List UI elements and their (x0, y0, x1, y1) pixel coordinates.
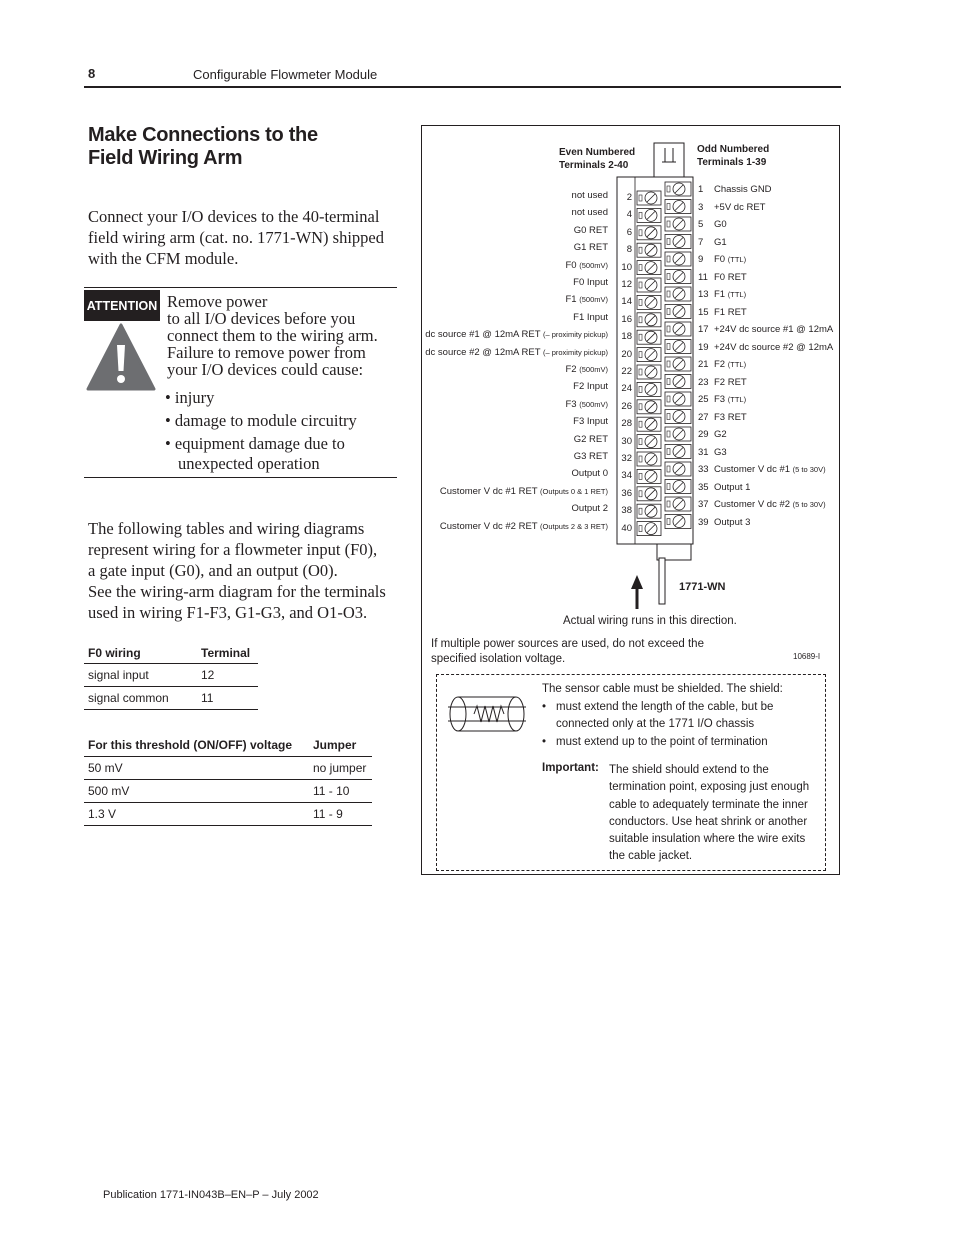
screw-terminal-21 (665, 357, 691, 371)
header-rule (84, 86, 841, 88)
screw-terminal-37 (665, 497, 691, 511)
attention-bottom-rule (84, 477, 397, 478)
screw-terminal-23 (665, 375, 691, 389)
terminal-number-16: 16 (621, 313, 632, 325)
terminal-number-38: 38 (621, 505, 632, 517)
screw-terminal-40 (637, 522, 661, 536)
terminal-number-4: 4 (626, 209, 632, 221)
terminal-number-25: 25 (698, 394, 709, 405)
screw-terminal-31 (665, 445, 691, 459)
terminal-number-1: 1 (698, 184, 704, 195)
terminal-number-12: 12 (621, 279, 632, 290)
screw-terminal-28 (637, 417, 661, 431)
screw-terminal-12 (637, 278, 661, 292)
terminal-number-40: 40 (621, 522, 632, 534)
terminal-number-30: 30 (621, 435, 632, 447)
terminal-number-3: 3 (698, 201, 704, 213)
screw-terminal-6 (637, 226, 661, 240)
terminal-number-17: 17 (698, 324, 709, 335)
terminal-number-22: 22 (621, 366, 632, 377)
terminal-label-33: Customer V dc #1 (5 to 30V) (714, 464, 826, 475)
terminal-label-24: F2 Input (573, 381, 608, 393)
terminal-label-5: G0 (714, 219, 727, 230)
terminal-label-2: not used (571, 190, 608, 201)
screw-terminal-24 (637, 382, 661, 396)
terminal-number-6: 6 (626, 226, 632, 238)
terminal-label-7: G1 (714, 236, 727, 248)
screw-terminal-34 (637, 469, 661, 483)
terminal-number-20: 20 (621, 348, 632, 360)
screw-terminal-3 (665, 200, 691, 214)
table-row: 50 mV no jumper (84, 757, 372, 780)
terminal-label-35: Output 1 (714, 481, 751, 493)
terminal-number-37: 37 (698, 499, 709, 510)
terminal-label-10: F0 (500mV) (565, 259, 608, 271)
terminal-number-19: 19 (698, 341, 709, 353)
screw-terminal-25 (665, 392, 691, 406)
terminal-label-39: Output 3 (714, 516, 751, 528)
terminal-number-29: 29 (698, 429, 709, 440)
table-row: signal input 12 (84, 664, 258, 687)
wiring-direction-caption: Actual wiring runs in this direction. (563, 615, 737, 627)
terminal-label-29: G2 (714, 429, 727, 440)
terminal-number-2: 2 (626, 192, 632, 203)
list-item: • damage to module circuitry (165, 411, 357, 430)
warning-triangle-icon (86, 323, 156, 393)
terminal-number-36: 36 (621, 487, 632, 499)
terminal-label-32: G3 RET (573, 451, 608, 462)
list-item: • must extend the length of the cable, but be connected only at the 1771 I/O chassis (542, 700, 774, 730)
terminal-label-37: Customer V dc #2 (5 to 30V) (714, 499, 826, 510)
important-label: Important: (542, 762, 599, 774)
terminal-label-31: G3 (714, 446, 727, 458)
publication-footer: Publication 1771-IN043B–EN–P – July 2002 (103, 1189, 319, 1201)
table-row: signal common 11 (84, 687, 258, 710)
terminal-label-38: Output 2 (571, 503, 608, 515)
list-item: • must extend up to the point of termination (542, 735, 768, 748)
terminal-number-34: 34 (621, 470, 632, 482)
threshold-table (84, 736, 372, 826)
terminal-number-27: 27 (698, 411, 709, 423)
terminal-number-11: 11 (698, 271, 708, 283)
terminal-number-21: 21 (698, 359, 709, 370)
terminal-label-1: Chassis GND (714, 184, 772, 195)
terminal-label-28: F3 Input (573, 416, 608, 428)
terminal-number-31: 31 (698, 446, 709, 458)
up-arrow-icon (630, 575, 644, 609)
screw-terminal-18 (637, 330, 661, 344)
terminal-label-20: dc source #2 @ 12mA RET (– proximity pickup) (425, 346, 608, 358)
screw-terminal-15 (665, 305, 691, 319)
screw-terminal-14 (637, 295, 661, 309)
terminal-number-35: 35 (698, 481, 709, 493)
screw-terminal-32 (637, 452, 661, 466)
terminal-label-36: Customer V dc #1 RET (Outputs 0 & 1 RET) (439, 485, 608, 497)
screw-terminal-1 (665, 182, 691, 196)
terminal-label-18: dc source #1 @ 12mA RET (– proximity pickup) (425, 329, 608, 341)
terminal-label-3: +5V dc RET (714, 201, 766, 213)
wiring-arm-label: 1771-WN (679, 581, 726, 593)
terminal-label-23: F2 RET (714, 376, 747, 388)
terminal-label-22: F2 (500mV) (565, 364, 608, 375)
screw-terminal-29 (665, 427, 691, 441)
screw-terminal-33 (665, 462, 691, 476)
list-item: • injury (165, 388, 215, 407)
terminal-number-5: 5 (698, 219, 704, 230)
terminal-label-19: +24V dc source #2 @ 12mA (714, 341, 834, 353)
terminal-number-18: 18 (621, 331, 632, 343)
terminal-number-39: 39 (698, 516, 709, 528)
terminal-number-28: 28 (621, 418, 632, 430)
attention-top-rule (84, 287, 397, 288)
screw-terminal-39 (665, 515, 691, 529)
attention-bullets: • injury • damage to module circuitry • equipment damage due to unexpected operation (165, 388, 395, 474)
screw-terminal-35 (665, 480, 691, 494)
terminal-number-24: 24 (621, 383, 632, 395)
terminal-label-15: F1 RET (714, 306, 747, 318)
screw-terminal-5 (665, 217, 691, 231)
table-header: For this threshold (ON/OFF) voltage Jumper (84, 736, 372, 757)
terminal-number-14: 14 (621, 296, 632, 308)
terminal-label-25: F3 (TTL) (714, 394, 747, 405)
isolation-voltage-note: If multiple power sources are used, do not exceed the specified isolation voltage. (431, 638, 704, 665)
screw-terminal-22 (637, 365, 661, 379)
terminal-number-15: 15 (698, 306, 709, 318)
terminal-label-27: F3 RET (714, 411, 747, 423)
screw-terminal-20 (637, 348, 661, 362)
table-row: 500 mV 11 - 10 (84, 780, 372, 803)
screw-terminal-26 (637, 400, 661, 414)
terminal-number-13: 13 (698, 289, 709, 300)
body-paragraph: The following tables and wiring diagrams represent wiring for a flowmeter input (F0), a gate input (G0), and an output (O0). See the wiring-arm diagram for the terminals used in wiring F1-F3, G1-G3, and O1-O3. (88, 519, 386, 622)
screw-terminal-27 (665, 410, 691, 424)
list-item: • equipment damage due to (165, 434, 345, 453)
terminal-label-17: +24V dc source #1 @ 12mA (714, 324, 834, 335)
f0-wiring-table (84, 644, 258, 710)
screw-terminal-36 (637, 487, 661, 501)
screw-terminal-2 (637, 191, 661, 205)
important-text: The shield should extend to the termination point, exposing just enough cable to adequately terminate the inner conductors. Use heat shrink or another suitable insulation where the wire exits the cable jacket. (609, 764, 810, 863)
terminal-label-8: G1 RET (573, 242, 608, 254)
intro-paragraph: Connect your I/O devices to the 40-terminal field wiring arm (cat. no. 1771-WN) shipped with the CFM module. (88, 207, 385, 268)
running-header: Configurable Flowmeter Module (193, 67, 378, 82)
terminal-number-32: 32 (621, 453, 632, 464)
shielded-cable-icon (444, 694, 530, 734)
odd-terminals-heading: Odd Numbered Terminals 1-39 (697, 144, 770, 168)
table-row: 1.3 V 11 - 9 (84, 803, 372, 826)
page-number: 8 (88, 66, 96, 81)
screw-terminal-13 (665, 287, 691, 301)
screw-terminal-8 (637, 243, 661, 257)
screw-terminal-38 (637, 504, 661, 518)
terminal-label-34: Output 0 (571, 468, 608, 480)
attention-text: Remove power to all I/O devices before you connect them to the wiring arm. Failure to remove power from your I/O devices could cause: (167, 292, 378, 379)
terminal-label-30: G2 RET (573, 433, 608, 445)
terminal-number-8: 8 (626, 244, 632, 256)
screw-terminal-17 (665, 322, 691, 336)
attention-label: ATTENTION (84, 290, 160, 321)
shield-note-text: The sensor cable must be shielded. The shield: • must extend the length of the cable, but be connected only at the 1771 I/O chassis • must extend up to the point of termination (542, 681, 832, 751)
screw-terminal-30 (637, 435, 661, 449)
terminal-label-11: F0 RET (714, 271, 747, 283)
terminal-number-33: 33 (698, 464, 709, 475)
terminal-label-13: F1 (TTL) (714, 289, 747, 300)
screw-terminal-16 (637, 313, 661, 327)
terminal-label-26: F3 (500mV) (565, 398, 608, 410)
terminal-number-7: 7 (698, 236, 704, 248)
screw-terminal-4 (637, 208, 661, 222)
terminal-label-12: F0 Input (573, 277, 608, 288)
section-title: Make Connections to the Field Wiring Arm (88, 124, 318, 169)
terminal-number-10: 10 (621, 261, 632, 273)
figure-id: 10689-I (793, 652, 821, 661)
even-terminals-heading: Even Numbered Terminals 2-40 (559, 147, 636, 171)
terminal-number-9: 9 (698, 254, 704, 265)
table-header: F0 wiring Terminal (84, 644, 258, 664)
terminal-label-21: F2 (TTL) (714, 359, 747, 370)
terminal-label-6: G0 RET (573, 224, 608, 236)
terminal-number-26: 26 (621, 400, 632, 412)
terminal-label-9: F0 (TTL) (714, 254, 747, 265)
terminal-label-16: F1 Input (573, 311, 608, 323)
terminal-label-4: not used (571, 207, 608, 219)
screw-terminal-10 (637, 261, 661, 275)
screw-terminal-11 (665, 270, 691, 284)
terminal-label-40: Customer V dc #2 RET (Outputs 2 & 3 RET) (439, 520, 608, 532)
screw-terminal-19 (665, 340, 691, 354)
screw-terminal-7 (665, 235, 691, 249)
terminal-number-23: 23 (698, 376, 709, 388)
terminal-label-14: F1 (500mV) (565, 294, 608, 306)
screw-terminal-9 (665, 252, 691, 266)
